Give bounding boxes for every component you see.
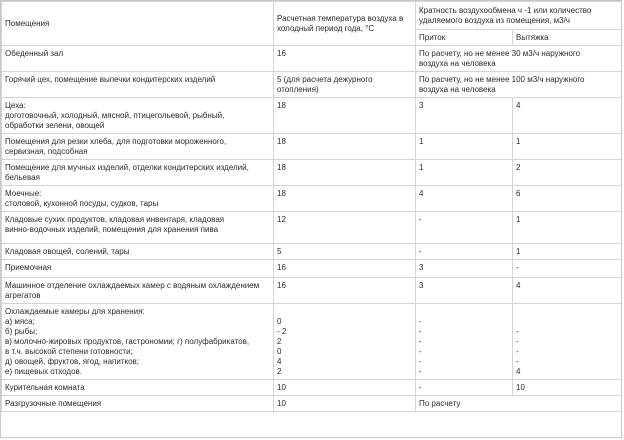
temperature-cell-text: 18 xyxy=(277,189,286,198)
exhaust-cell xyxy=(513,134,623,160)
room-cell-text: Охлаждаемые камеры для хранения: а) мяса; б) рыбы; в) молочно-жировых продуктов, гастрономии; г) полуфабрикатов, в т.ч. высокой степени готовности; д) овощей, фруктов, ягод, напитков; е) пищевых отходов. xyxy=(5,307,250,376)
exhaust-cell xyxy=(513,260,623,278)
exhaust-cell-text: - - - - 4 xyxy=(516,327,521,376)
room-cell-text: Помещения для резки хлеба, для подготовки мороженного, сервизная, подсобная xyxy=(5,137,227,156)
room-cell xyxy=(2,212,274,244)
temperature-cell-text: 16 xyxy=(277,263,286,272)
header-supply xyxy=(416,29,513,45)
table-row xyxy=(2,134,623,160)
exhaust-cell-text: 1 xyxy=(516,247,521,256)
room-cell-text: Кладовые сухих продуктов, кладовая инвентаря, кладовая винно-водочных изделий, помещения для хранения пива xyxy=(5,215,225,234)
supply-cell-text: - - - - - - xyxy=(419,317,422,376)
room-cell xyxy=(2,72,274,98)
temperature-cell-text: 18 xyxy=(277,137,286,146)
supply-cell-text: 1 xyxy=(419,163,424,172)
temperature-cell xyxy=(274,72,416,98)
supply-cell xyxy=(416,134,513,160)
table-row xyxy=(2,98,623,134)
room-cell-text: Помещение для мучных изделий, отделки кондитерских изделий, бельевая xyxy=(5,163,249,182)
header-rooms-text: Помещения xyxy=(5,19,50,28)
room-cell xyxy=(2,380,274,396)
room-cell-text: Горячий цех, помещение выпечки кондитерских изделий xyxy=(5,75,216,84)
room-cell xyxy=(2,98,274,134)
temperature-cell-text: 10 xyxy=(277,383,286,392)
table-row xyxy=(2,160,623,186)
room-cell xyxy=(2,244,274,260)
ventilation-table xyxy=(1,1,622,412)
supply-cell-text: - xyxy=(419,383,422,392)
room-cell xyxy=(2,134,274,160)
exhaust-cell-text: 4 xyxy=(516,101,521,110)
supply-cell-text: 1 xyxy=(419,137,424,146)
supply-cell-text: 4 xyxy=(419,189,424,198)
supply-cell xyxy=(416,244,513,260)
room-cell xyxy=(2,46,274,72)
exhaust-cell-text: 1 xyxy=(516,137,521,146)
supply-cell-text: 3 xyxy=(419,263,424,272)
temperature-cell xyxy=(274,278,416,304)
exchange-merged-cell xyxy=(416,396,623,412)
room-cell-text: Обеденный зал xyxy=(5,49,64,58)
room-cell-text: Машинное отделение охлаждаемых камер с водяным охлаждением агрегатов xyxy=(5,281,260,300)
table-row xyxy=(2,278,623,304)
room-cell xyxy=(2,260,274,278)
room-cell xyxy=(2,160,274,186)
supply-cell-text: - xyxy=(419,247,422,256)
temperature-cell-text: 18 xyxy=(277,163,286,172)
table-row xyxy=(2,212,623,244)
supply-cell xyxy=(416,380,513,396)
temperature-cell-text: 5 xyxy=(277,247,282,256)
header-exchange xyxy=(416,2,623,30)
temperature-cell xyxy=(274,396,416,412)
temperature-cell xyxy=(274,304,416,380)
temperature-cell-text: 5 (для расчета дежурного отопления) xyxy=(277,75,373,94)
supply-cell-text: 3 xyxy=(419,101,424,110)
temperature-cell-text: 18 xyxy=(277,101,286,110)
room-cell xyxy=(2,186,274,212)
exchange-merged-cell-text: По расчету xyxy=(419,399,461,408)
temperature-cell-text: 10 xyxy=(277,399,286,408)
temperature-cell-text: 12 xyxy=(277,215,286,224)
supply-cell-text: - xyxy=(419,215,422,224)
exhaust-cell xyxy=(513,160,623,186)
exhaust-cell xyxy=(513,278,623,304)
room-cell-text: Кладовая овощей, солений, тары xyxy=(5,247,130,256)
table-row xyxy=(2,260,623,278)
header-temperature xyxy=(274,2,416,46)
exhaust-cell-text: 6 xyxy=(516,189,521,198)
room-cell-text: Курительная комната xyxy=(5,383,85,392)
table-row xyxy=(2,244,623,260)
header-supply-text: Приток xyxy=(419,32,446,42)
temperature-cell-text: 0 - 2 2 0 4 2 xyxy=(277,317,287,376)
header-exhaust-text: Вытяжка xyxy=(516,32,549,42)
temperature-cell xyxy=(274,46,416,72)
exhaust-cell xyxy=(513,212,623,244)
exchange-merged-cell xyxy=(416,46,623,72)
exhaust-cell-text: 10 xyxy=(516,383,525,392)
exhaust-cell xyxy=(513,304,623,380)
supply-cell xyxy=(416,260,513,278)
temperature-cell xyxy=(274,186,416,212)
table-row xyxy=(2,186,623,212)
header-exchange-text: Кратность воздухообмена ч -1 или количество удаляемого воздуха из помещения, м3/ч xyxy=(419,6,592,25)
supply-cell xyxy=(416,304,513,380)
table-row xyxy=(2,380,623,396)
table-row xyxy=(2,396,623,412)
exchange-merged-cell-text: По расчету, но не менее 30 м3/ч наружного воздуха на человека xyxy=(419,49,581,68)
header-exhaust xyxy=(513,29,623,45)
room-cell xyxy=(2,278,274,304)
room-cell-text: Цеха: доготовочный, холодный, мясной, птицегольевой, рыбный, обработки зелени, овощей xyxy=(5,101,225,130)
exhaust-cell xyxy=(513,98,623,134)
supply-cell xyxy=(416,186,513,212)
temperature-cell xyxy=(274,260,416,278)
room-cell-text: Разгрузочные помещения xyxy=(5,399,102,408)
room-cell xyxy=(2,304,274,380)
table-row xyxy=(2,304,623,380)
supply-cell xyxy=(416,212,513,244)
exhaust-cell-text: 1 xyxy=(516,215,521,224)
temperature-cell-text: 16 xyxy=(277,281,286,290)
exhaust-cell-text: 4 xyxy=(516,281,521,290)
temperature-cell xyxy=(274,212,416,244)
temperature-cell xyxy=(274,134,416,160)
exhaust-cell xyxy=(513,244,623,260)
exhaust-cell-text: - xyxy=(516,263,519,272)
temperature-cell-text: 16 xyxy=(277,49,286,58)
exchange-merged-cell-text: По расчету, но не менее 100 м3/ч наружного воздуха на человека xyxy=(419,75,585,94)
temperature-cell xyxy=(274,98,416,134)
supply-cell xyxy=(416,278,513,304)
room-cell-text: Моечные: столовой, кухонной посуды, судков, тары xyxy=(5,189,159,208)
temperature-cell xyxy=(274,160,416,186)
table-row xyxy=(2,46,623,72)
table-row xyxy=(2,72,623,98)
header-temperature-text: Расчетная температура воздуха в холодный период года, °С xyxy=(277,14,404,33)
supply-cell xyxy=(416,160,513,186)
header-rooms xyxy=(2,2,274,46)
temperature-cell xyxy=(274,244,416,260)
temperature-cell xyxy=(274,380,416,396)
room-cell-text: Приемочная xyxy=(5,263,52,272)
supply-cell-text: 3 xyxy=(419,281,424,290)
supply-cell xyxy=(416,98,513,134)
exchange-merged-cell xyxy=(416,72,623,98)
exhaust-cell-text: 2 xyxy=(516,163,521,172)
exhaust-cell xyxy=(513,186,623,212)
room-cell xyxy=(2,396,274,412)
exhaust-cell xyxy=(513,380,623,396)
